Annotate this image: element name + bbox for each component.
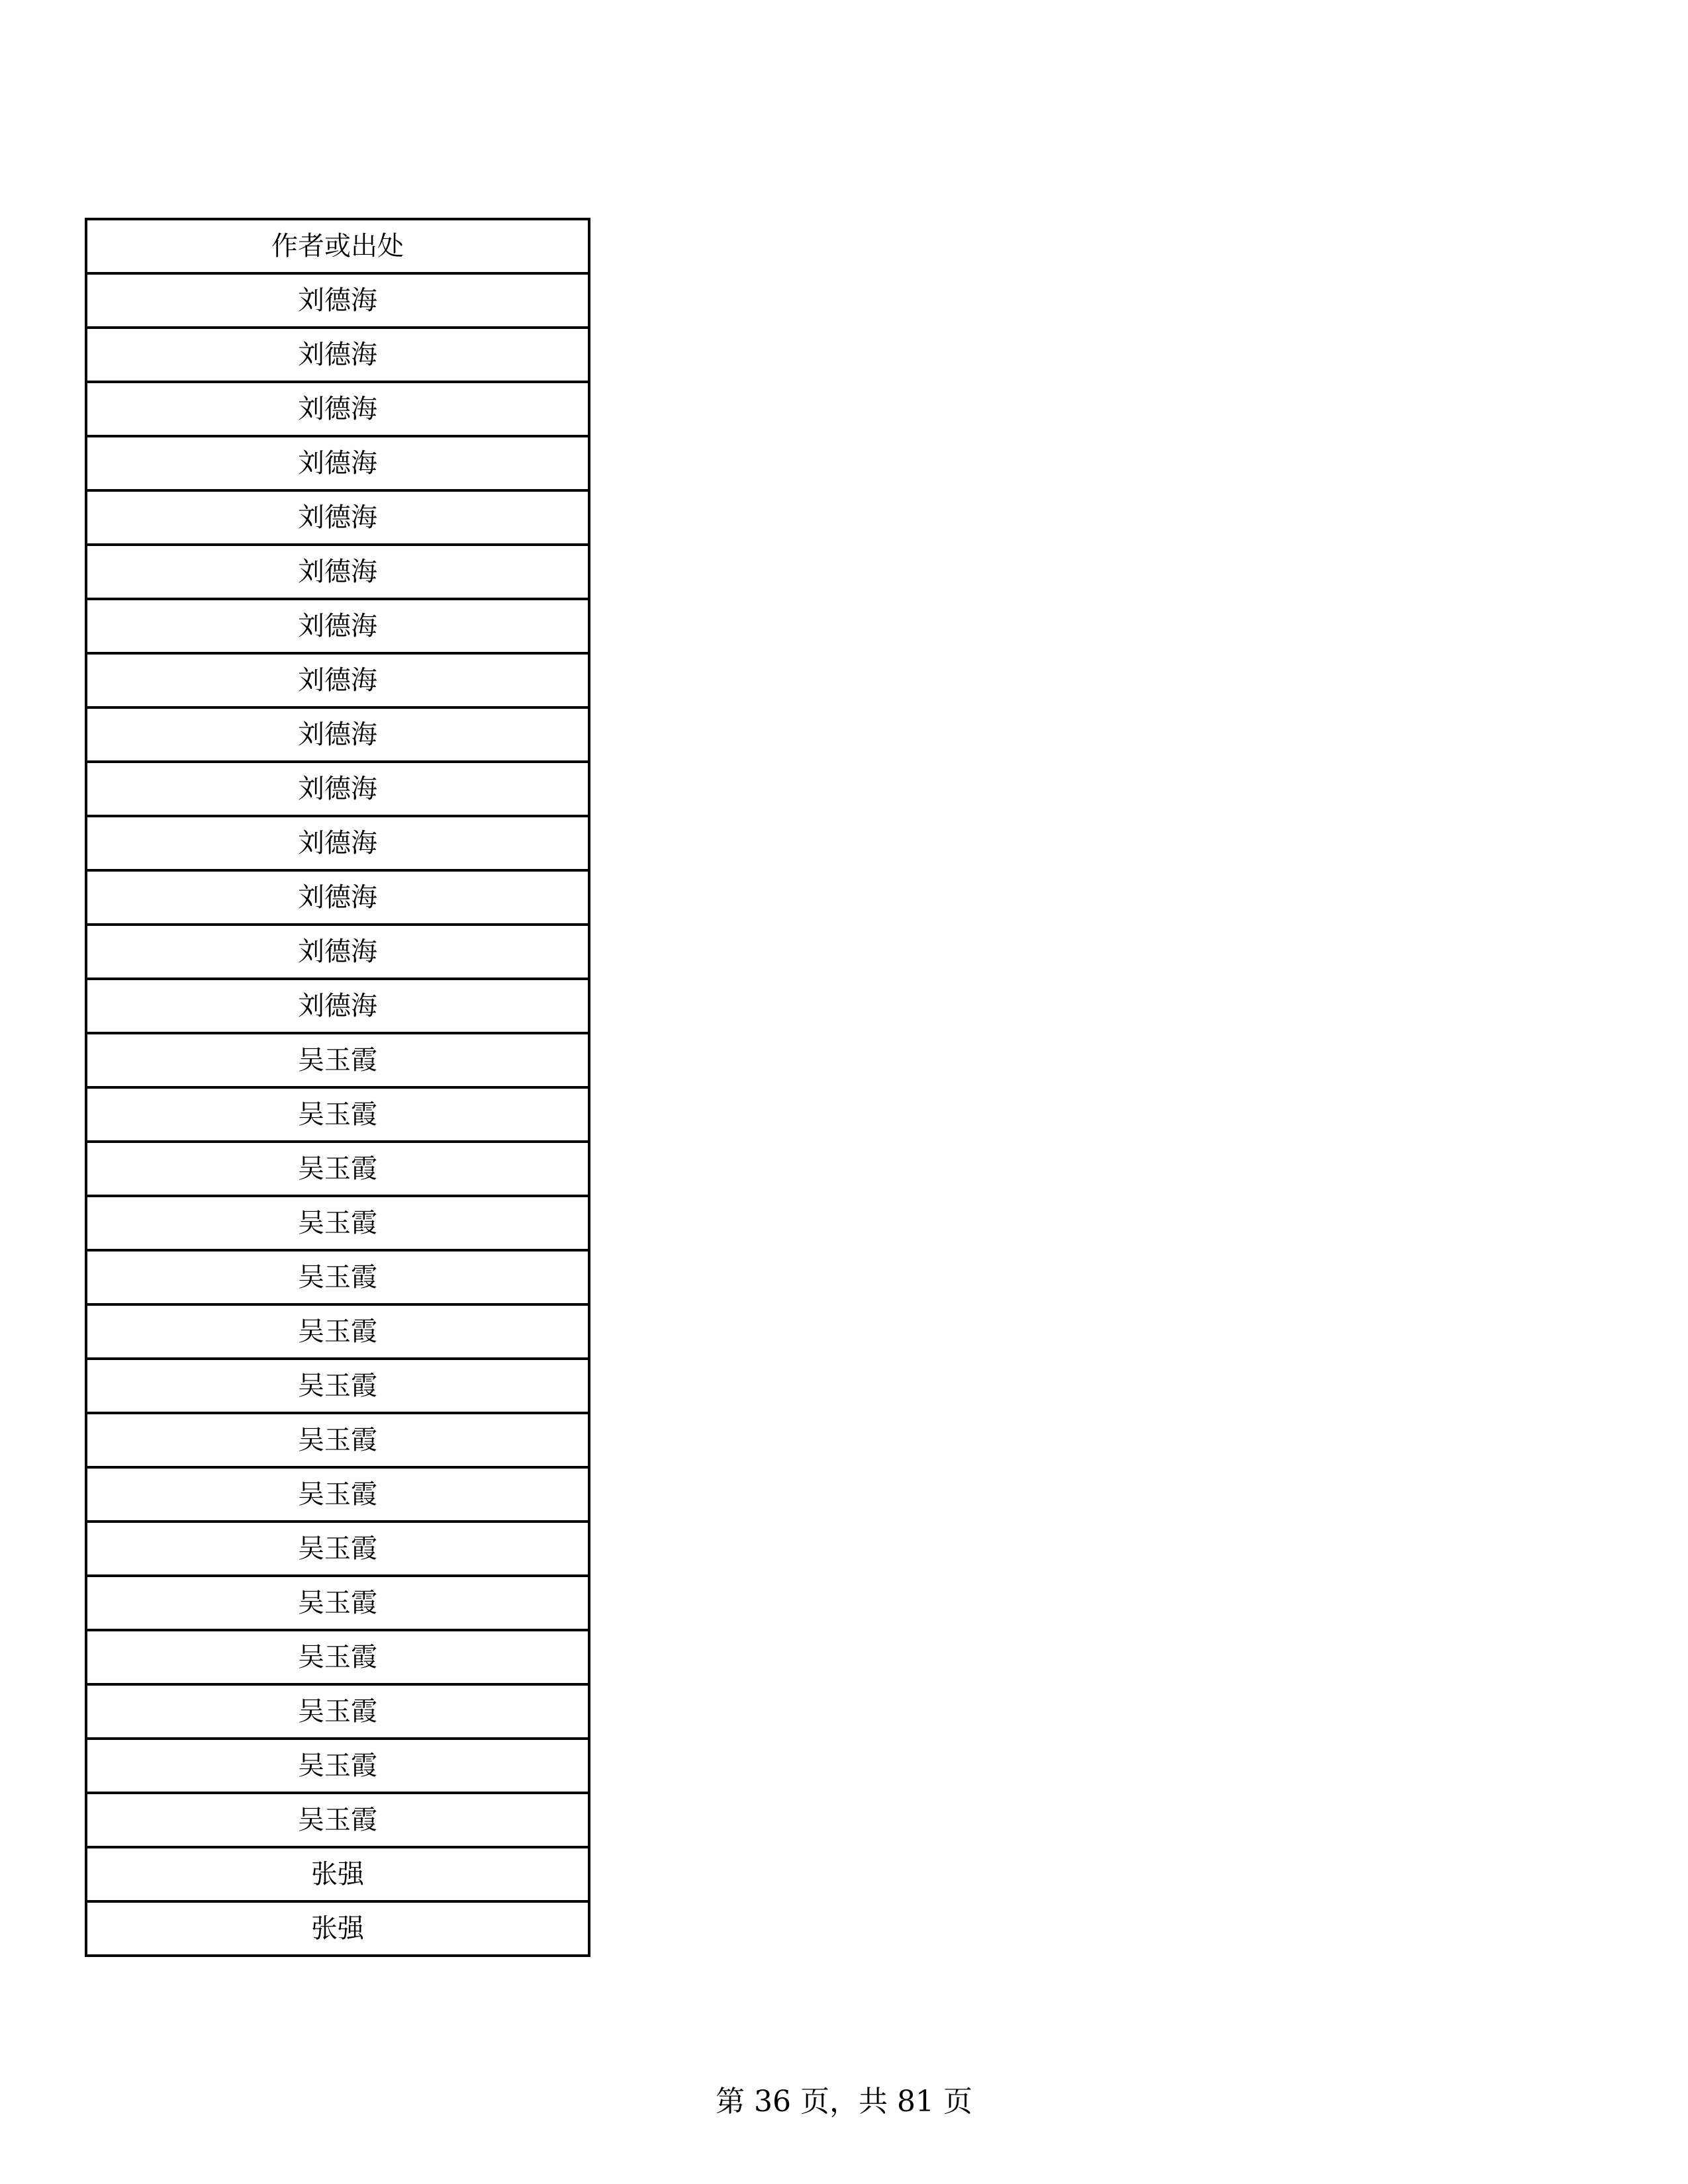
author-cell: 刘德海 xyxy=(86,436,589,490)
author-cell: 刘德海 xyxy=(86,979,589,1033)
table-row xyxy=(86,816,589,870)
author-cell: 吴玉霞 xyxy=(86,1142,589,1196)
table-row xyxy=(86,1304,589,1359)
author-cell: 刘德海 xyxy=(86,382,589,436)
table-row xyxy=(86,599,589,653)
table-row xyxy=(86,1033,589,1087)
table-row xyxy=(86,1522,589,1576)
table-row xyxy=(86,1739,589,1793)
author-cell: 刘德海 xyxy=(86,707,589,762)
author-cell: 张强 xyxy=(86,1847,589,1901)
table-row xyxy=(86,382,589,436)
table-row xyxy=(86,925,589,979)
author-cell: 吴玉霞 xyxy=(86,1630,589,1684)
author-cell: 刘德海 xyxy=(86,653,589,707)
author-cell: 吴玉霞 xyxy=(86,1250,589,1304)
table-row xyxy=(86,653,589,707)
author-table xyxy=(85,218,590,1957)
table-row xyxy=(86,273,589,328)
table-header-row xyxy=(86,219,589,273)
author-cell: 刘德海 xyxy=(86,870,589,925)
author-cell: 吴玉霞 xyxy=(86,1684,589,1739)
author-cell: 刘德海 xyxy=(86,490,589,545)
table-row xyxy=(86,1793,589,1847)
table-row xyxy=(86,1413,589,1467)
table-row xyxy=(86,1142,589,1196)
author-cell: 吴玉霞 xyxy=(86,1413,589,1467)
column-header-author: 作者或出处 xyxy=(86,219,589,273)
author-cell: 吴玉霞 xyxy=(86,1576,589,1630)
table-row xyxy=(86,1250,589,1304)
author-cell: 刘德海 xyxy=(86,328,589,382)
table-row xyxy=(86,1467,589,1522)
author-cell: 张强 xyxy=(86,1901,589,1956)
page-number-footer: 第 36 页，共 81 页 xyxy=(716,2085,972,2118)
author-cell: 吴玉霞 xyxy=(86,1359,589,1413)
author-cell: 吴玉霞 xyxy=(86,1522,589,1576)
table-row xyxy=(86,1684,589,1739)
author-cell: 吴玉霞 xyxy=(86,1793,589,1847)
table-row xyxy=(86,490,589,545)
author-cell: 吴玉霞 xyxy=(86,1087,589,1142)
table-row xyxy=(86,1630,589,1684)
author-cell: 刘德海 xyxy=(86,545,589,599)
table-row xyxy=(86,762,589,816)
author-cell: 吴玉霞 xyxy=(86,1196,589,1250)
author-cell: 刘德海 xyxy=(86,273,589,328)
table-row xyxy=(86,979,589,1033)
author-cell: 吴玉霞 xyxy=(86,1739,589,1793)
table-body xyxy=(86,273,589,1956)
author-cell: 刘德海 xyxy=(86,816,589,870)
table-row xyxy=(86,1847,589,1901)
author-cell: 吴玉霞 xyxy=(86,1467,589,1522)
table-row xyxy=(86,436,589,490)
author-cell: 吴玉霞 xyxy=(86,1033,589,1087)
table-row xyxy=(86,870,589,925)
table-row xyxy=(86,328,589,382)
table-row xyxy=(86,1359,589,1413)
author-cell: 刘德海 xyxy=(86,599,589,653)
table-row xyxy=(86,1576,589,1630)
table-row xyxy=(86,707,589,762)
table-row xyxy=(86,1901,589,1956)
author-cell: 刘德海 xyxy=(86,925,589,979)
author-cell: 刘德海 xyxy=(86,762,589,816)
author-cell: 吴玉霞 xyxy=(86,1304,589,1359)
table-row xyxy=(86,545,589,599)
table-row xyxy=(86,1087,589,1142)
table-row xyxy=(86,1196,589,1250)
